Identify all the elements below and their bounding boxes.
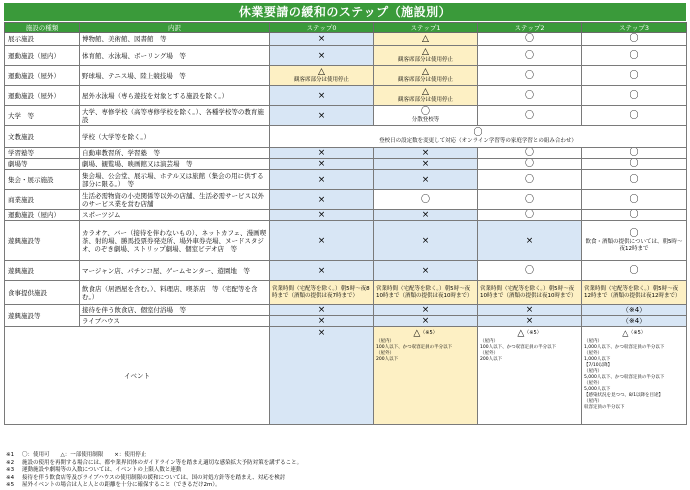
step0-cell (270, 190, 374, 210)
facility-detail: カラオケ、バー（接待を伴わないもの）、ネットカフェ、漫画喫茶、射的場、勝馬投票券発売所、場外車券売場、ヌードスタジオ、のぞき劇場、ストリップ劇場、個室ビデオ店 等 (80, 221, 270, 261)
step1-cell (374, 33, 478, 46)
footnote-number: ※2 (6, 459, 15, 466)
event-note-line: （屋内） (584, 368, 602, 374)
facility-type: 展示施設 (5, 33, 80, 46)
event-step3 (582, 327, 687, 425)
step2-cell (478, 210, 582, 221)
cell-note: 飲食・酒類の提供については、朝5時～夜12時まで (585, 238, 683, 252)
event-note-line: 100人以下、かつ収容定員の半分以下 (480, 344, 557, 350)
footnote-number: ※5 (6, 482, 15, 489)
facility-detail: 大学、専修学校（高等専修学校を除く。）、各種学校等の教育施設 (80, 106, 270, 126)
event-step1 (374, 327, 478, 425)
status-mark (376, 328, 475, 339)
event-step2 (478, 327, 582, 425)
facility-detail: マージャン店、パチンコ屋、ゲームセンター、遊園地 等 (80, 261, 270, 281)
step1-cell (374, 305, 478, 316)
table-row (5, 159, 687, 170)
step2-cell (478, 316, 582, 327)
status-mark: 〇 (524, 174, 534, 185)
facility-type: 劇場等 (5, 159, 80, 170)
footnote (6, 452, 686, 460)
step2-cell (478, 170, 582, 190)
facility-type: 遊興施設 (5, 261, 80, 281)
table-row (5, 316, 687, 327)
status-mark: 〇 (524, 148, 534, 158)
event-note-line: 5,000人以下、かつ収容定員の半分以下 (584, 374, 665, 380)
status-mark: △ (422, 34, 429, 44)
table-row (5, 261, 687, 281)
status-mark: × (317, 210, 326, 220)
footnote-ref: （※5） (524, 330, 542, 336)
event-note-line: （屋内） (480, 338, 498, 344)
status-mark: 〇 (629, 194, 639, 205)
facility-detail: 飲食店（居酒屋を含む。）、料理店、喫茶店 等（宅配等を含む。） (80, 281, 270, 305)
status-mark: （※4） (621, 306, 647, 314)
footnote-text: 接待を伴う飲食店等及びライブハウスの使用制限の緩和については、国の対処方針等を踏まえ、対応を検討 (22, 474, 286, 481)
event-note-line: 【感染状況を見つつ、8/1以降を目途】 (584, 392, 664, 398)
step1-cell (374, 190, 478, 210)
step2-cell (478, 159, 582, 170)
cell-note: 観客席部分は使用停止 (397, 57, 453, 63)
facility-type: 商業施設 (5, 190, 80, 210)
table-row (5, 281, 687, 305)
status-mark: × (421, 235, 430, 246)
footnote-number: ※1 (6, 452, 15, 458)
status-mark: 〇 (629, 50, 639, 61)
cell-note: 観客席部分は使用停止 (397, 97, 453, 103)
event-note-line: （屋外） (376, 350, 394, 356)
step1-cell (374, 221, 478, 261)
status-mark: × (317, 316, 326, 326)
step2-cell (478, 261, 582, 281)
status-mark: × (421, 316, 430, 326)
step0-cell (270, 106, 374, 126)
status-mark: 〇 (524, 159, 534, 169)
status-mark: × (317, 50, 326, 61)
step3-cell (582, 46, 687, 66)
status-mark: 〇 (629, 265, 639, 276)
table-row (5, 66, 687, 86)
facility-type: 学習塾等 (5, 148, 80, 159)
step3-cell (582, 33, 687, 46)
footnote-ref: （※5） (628, 330, 646, 336)
table-row (5, 126, 687, 148)
header-step3: ステップ3 (582, 23, 687, 33)
footnote-text: 運動施設や劇場等の入数については、イベントの上限人数と連動 (22, 467, 182, 474)
step0-cell (270, 33, 374, 46)
status-mark: 〇 (524, 90, 534, 101)
facility-detail: 体育館、水泳場、ボーリング場 等 (80, 46, 270, 66)
status-symbol: △ (622, 328, 629, 338)
step1-cell (374, 159, 478, 170)
status-mark: × (317, 110, 326, 121)
step0-cell (270, 86, 374, 106)
facility-detail: 劇場、観覧場、映画館又は演芸場 等 (80, 159, 270, 170)
step2-cell (478, 305, 582, 316)
status-mark: × (317, 235, 326, 246)
event-note-line: 200人以下 (376, 356, 399, 362)
step1-cell (374, 316, 478, 327)
status-mark: × (525, 316, 534, 326)
cell-note: 営業時間（宅配等を除く。）朝5時～夜10時まで（酒類の提供は夜10時まで） (376, 285, 473, 299)
step3-cell (582, 86, 687, 106)
step1-cell (374, 46, 478, 66)
facility-detail: 集会場、公会堂、展示場、ホテル又は旅館（集会の用に供する部分に限る。） 等 (80, 170, 270, 190)
facility-detail: 屋外水泳場（専ら遊技を対象とする施設を除く。） (80, 86, 270, 106)
table-row (5, 170, 687, 190)
step2-cell (478, 190, 582, 210)
facility-type: 運動施設（屋外） (5, 86, 80, 106)
facility-detail: 野球場、テニス場、陸上競技場 等 (80, 66, 270, 86)
status-mark: × (317, 194, 326, 205)
status-mark: △ (422, 87, 429, 97)
header-step1: ステップ1 (374, 23, 478, 33)
step0-cell (270, 46, 374, 66)
header-facility-type: 施設の種類 (5, 23, 80, 33)
status-mark: × (317, 305, 326, 315)
step2-cell (478, 281, 582, 305)
status-mark: × (317, 34, 326, 44)
facility-type: 集会・展示施設 (5, 170, 80, 190)
status-mark: × (421, 265, 430, 276)
page-title: 休業要請の緩和のステップ（施設別） (4, 3, 686, 21)
status-mark: × (317, 148, 326, 158)
step1-cell (374, 261, 478, 281)
step0-cell (270, 170, 374, 190)
facility-type: 文教施設 (5, 126, 80, 148)
status-mark: △ (318, 67, 325, 77)
status-mark: 〇 (629, 210, 639, 220)
facility-type: 食事提供施設 (5, 281, 80, 305)
facility-type: 運動施設（屋内） (5, 210, 80, 221)
event-note-line: 収容定員の半分以下 (584, 404, 625, 410)
event-step0 (270, 327, 374, 425)
status-mark (480, 328, 579, 339)
status-mark: △ (422, 47, 429, 57)
table-row (5, 46, 687, 66)
merged-step-cell (270, 126, 687, 148)
facility-detail: ライブハウス (80, 316, 270, 327)
step0-cell (270, 281, 374, 305)
facility-type: 遊興施設等 (5, 305, 80, 327)
step2-cell (478, 86, 582, 106)
step2-cell (478, 66, 582, 86)
event-note-line: （屋外） (480, 350, 498, 356)
facility-detail: 学校（大学等を除く。） (80, 126, 270, 148)
status-mark: 〇 (629, 90, 639, 101)
status-mark: 〇 (629, 159, 639, 169)
status-mark: × (525, 305, 534, 315)
step0-cell (270, 148, 374, 159)
event-note-line: 1,000人以下 (584, 356, 611, 362)
status-mark: 〇 (629, 148, 639, 158)
step3-cell (582, 170, 687, 190)
step3-cell (582, 261, 687, 281)
step0-cell (270, 221, 374, 261)
event-label: イベント (5, 327, 270, 425)
event-note-line: （屋外） (584, 380, 602, 386)
facility-type: 遊興施設等 (5, 221, 80, 261)
status-mark: 〇 (524, 110, 534, 121)
step1-cell (374, 210, 478, 221)
step1-cell (374, 148, 478, 159)
status-mark: × (317, 174, 326, 185)
step2-cell (478, 221, 582, 261)
status-mark: 〇 (524, 210, 534, 220)
table-row (5, 210, 687, 221)
footnote-number: ※4 (6, 474, 15, 481)
event-row (5, 327, 687, 425)
step1-cell (374, 281, 478, 305)
cell-note: 分散登校等 (411, 117, 440, 123)
status-mark: × (317, 328, 326, 338)
table-row (5, 148, 687, 159)
status-symbol: △ (413, 328, 421, 339)
step3-cell (582, 66, 687, 86)
step3-cell (582, 281, 687, 305)
table-row (5, 86, 687, 106)
facility-type: 運動施設（屋内） (5, 46, 80, 66)
step3-cell (582, 148, 687, 159)
event-note-line: 100人以下、かつ収容定員の半分以下 (376, 344, 453, 350)
event-note-line: 5,000人以下 (584, 386, 611, 392)
header-step0: ステップ0 (270, 23, 374, 33)
cell-note: 営業時間（宅配等を除く。）朝5時～夜12時まで（酒類の提供は夜12時まで） (584, 285, 681, 299)
cell-note: 登校日の設定数を変更して対応（オンライン学習等の家庭学習との組み合わせ） (379, 138, 577, 144)
header-detail: 内訳 (80, 23, 270, 33)
table-row (5, 33, 687, 46)
table-row (5, 190, 687, 210)
event-note-line: （屋内） (376, 338, 394, 344)
status-mark: 〇 (629, 70, 639, 81)
step3-cell (582, 190, 687, 210)
facility-type: 運動施設（屋外） (5, 66, 80, 86)
facility-table (4, 22, 687, 425)
cell-note: 観客席部分は使用停止 (293, 77, 349, 83)
event-note-line: （屋外） (584, 350, 602, 356)
status-mark: × (421, 174, 430, 185)
step1-cell (374, 66, 478, 86)
status-mark: △ (422, 67, 429, 77)
status-mark: 〇 (629, 110, 639, 121)
status-mark: × (421, 159, 430, 169)
status-mark: 〇 (420, 107, 430, 117)
status-mark: × (421, 305, 430, 315)
event-note-line: 1,000人以下、かつ収容定員の半分以下 (584, 344, 665, 350)
step3-cell (582, 316, 687, 327)
status-mark: × (421, 148, 430, 158)
facility-detail: 接待を伴う飲食店、個室付浴場 等 (80, 305, 270, 316)
event-note-line: （屋内） (584, 398, 602, 404)
footnote (6, 467, 686, 475)
status-mark: × (525, 235, 534, 246)
status-mark: 〇 (629, 34, 639, 44)
status-mark: 〇 (524, 34, 534, 44)
event-note-line: （屋内） (584, 338, 602, 344)
facility-detail: 生活必需物資の小売関係等以外の店舗、生活必需サービス以外のサービス業を営む店舗 (80, 190, 270, 210)
table-row (5, 106, 687, 126)
step2-cell (478, 33, 582, 46)
step3-cell (582, 159, 687, 170)
status-mark: 〇 (629, 228, 639, 239)
status-mark: （※4） (621, 317, 647, 325)
status-mark: × (317, 90, 326, 101)
event-note-line: 【7/10以降】 (584, 362, 613, 368)
step3-cell (582, 106, 687, 126)
step2-cell (478, 106, 582, 126)
table-row (5, 221, 687, 261)
cell-note: 営業時間（宅配等を除く。）朝5時～夜10時まで（酒類の提供は夜10時まで） (480, 285, 577, 299)
status-mark: × (421, 210, 430, 220)
status-mark: × (317, 265, 326, 276)
status-mark: × (317, 159, 326, 169)
step1-cell (374, 170, 478, 190)
footnote-text: 屋外イベントの場合は人と人との距離を十分に確保すること（できるだけ2m）。 (22, 482, 221, 489)
step0-cell (270, 159, 374, 170)
step3-cell (582, 210, 687, 221)
step0-cell (270, 316, 374, 327)
header-row (5, 23, 687, 33)
step0-cell (270, 66, 374, 86)
footnote-text: 〇：使用可 △：一部使用制限 ×：使用停止 (22, 452, 147, 458)
step3-cell (582, 221, 687, 261)
header-step2: ステップ2 (478, 23, 582, 33)
footnotes (6, 452, 686, 490)
facility-detail: 自動車教習所、学習塾 等 (80, 148, 270, 159)
step1-cell (374, 106, 478, 126)
status-mark: 〇 (524, 194, 534, 205)
table-row (5, 305, 687, 316)
facility-detail: スポーツジム (80, 210, 270, 221)
step3-cell (582, 305, 687, 316)
footnote-number: ※3 (6, 467, 15, 474)
step0-cell (270, 305, 374, 316)
facility-detail: 博物館、美術館、図書館 等 (80, 33, 270, 46)
step1-cell (374, 86, 478, 106)
step0-cell (270, 261, 374, 281)
status-mark: 〇 (629, 174, 639, 185)
step0-cell (270, 210, 374, 221)
status-symbol: △ (517, 328, 525, 339)
status-mark (584, 328, 684, 339)
event-note-line: 200人以下 (480, 356, 503, 362)
status-mark: 〇 (524, 50, 534, 61)
footnote (6, 482, 686, 490)
status-mark: 〇 (524, 70, 534, 81)
status-mark: 〇 (473, 128, 483, 138)
facility-type: 大学 等 (5, 106, 80, 126)
status-mark: 〇 (420, 194, 430, 205)
footnote-ref: （※5） (420, 330, 438, 336)
footnote-text: 施設の使用を再開する場合には、都や業界団体のガイドライン等を踏まえ適切な感染拡大予防対策を講ずること。 (22, 459, 303, 466)
step2-cell (478, 46, 582, 66)
cell-note: 観客席部分は使用停止 (397, 77, 453, 83)
cell-note: 営業時間（宅配等を除く。）朝5時～夜8時まで（酒類の提供は夜7時まで） (272, 285, 370, 299)
status-mark: 〇 (524, 265, 534, 276)
step2-cell (478, 148, 582, 159)
